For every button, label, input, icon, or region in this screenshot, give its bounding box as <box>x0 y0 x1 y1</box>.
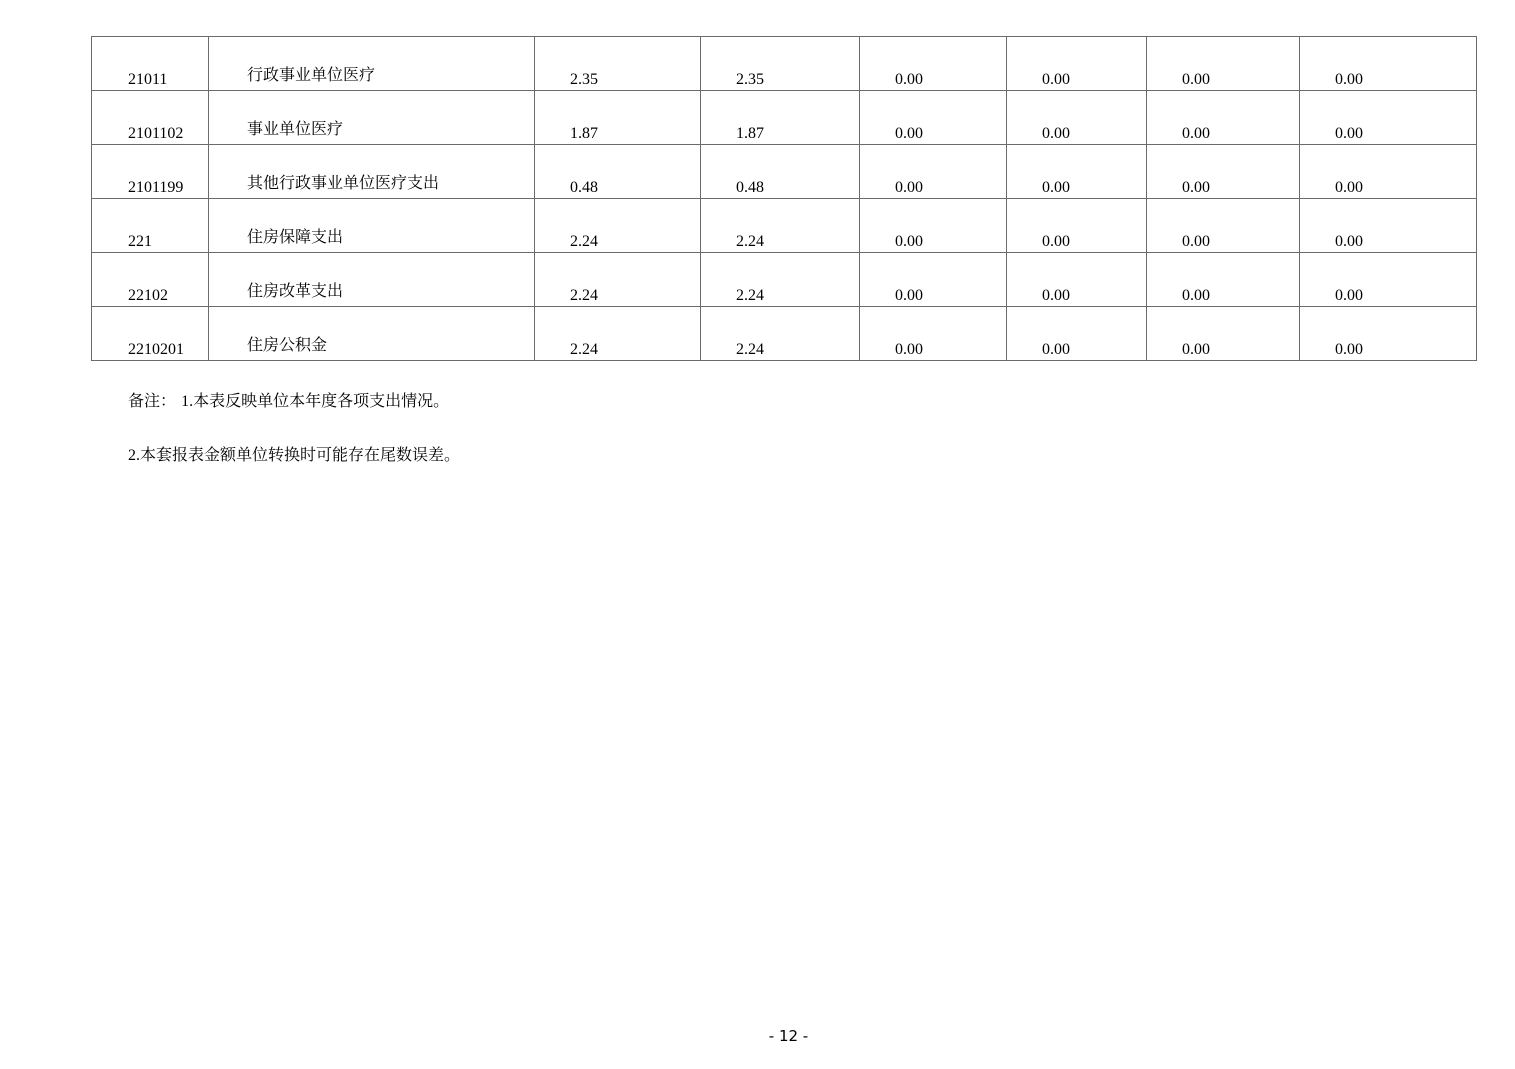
table-row <box>92 307 1477 361</box>
row-value: 0.48 <box>570 179 598 196</box>
note-2 <box>128 445 460 466</box>
row-value-cell <box>1007 307 1147 361</box>
row-value-cell <box>860 199 1007 253</box>
row-value: 2.24 <box>570 233 598 250</box>
row-value-cell <box>860 253 1007 307</box>
row-value: 2.35 <box>570 71 598 88</box>
table-row <box>92 37 1477 91</box>
row-value-cell <box>1007 37 1147 91</box>
row-value-cell <box>1147 91 1300 145</box>
row-value-cell <box>701 37 860 91</box>
row-value-cell <box>1007 199 1147 253</box>
row-code: 221 <box>128 233 152 250</box>
row-name-cell <box>209 307 535 361</box>
row-code-cell <box>92 307 209 361</box>
row-code: 2101102 <box>128 125 184 142</box>
row-value-cell <box>701 145 860 199</box>
row-value-cell <box>701 253 860 307</box>
row-value: 0.48 <box>736 179 764 196</box>
note-2-number: 2. <box>128 447 140 464</box>
row-name-cell <box>209 37 535 91</box>
row-value: 0.00 <box>1042 233 1070 250</box>
row-code-cell <box>92 91 209 145</box>
row-code: 2210201 <box>128 341 184 358</box>
row-name-cell <box>209 91 535 145</box>
page-number: - 12 - <box>768 1027 809 1045</box>
row-code-cell <box>92 145 209 199</box>
row-value: 2.35 <box>736 71 764 88</box>
expenditure-table <box>91 36 1477 361</box>
row-value: 0.00 <box>1182 341 1210 358</box>
row-value-cell <box>535 145 701 199</box>
row-value-cell <box>860 307 1007 361</box>
row-value: 0.00 <box>1042 287 1070 304</box>
table-body <box>92 37 1477 361</box>
row-value-cell <box>701 307 860 361</box>
row-value: 0.00 <box>1182 287 1210 304</box>
row-code-cell <box>92 199 209 253</box>
row-value: 0.00 <box>895 125 923 142</box>
row-value: 0.00 <box>1182 71 1210 88</box>
row-value: 2.24 <box>736 287 764 304</box>
row-value: 1.87 <box>570 125 598 142</box>
row-value-cell <box>701 91 860 145</box>
row-value-cell <box>1147 145 1300 199</box>
row-value: 0.00 <box>1335 341 1363 358</box>
row-value: 0.00 <box>1042 71 1070 88</box>
row-value: 0.00 <box>895 233 923 250</box>
row-code: 21011 <box>128 71 168 88</box>
row-name: 住房保障支出 <box>247 227 344 246</box>
note-1-number: 1. <box>181 393 194 410</box>
row-code: 22102 <box>128 287 168 304</box>
row-value-cell <box>1147 253 1300 307</box>
row-value-cell <box>1147 37 1300 91</box>
row-value-cell <box>535 37 701 91</box>
row-value-cell <box>535 307 701 361</box>
row-value: 0.00 <box>895 71 923 88</box>
row-value: 0.00 <box>1335 71 1363 88</box>
note-1-text: 本表反映单位本年度各项支出情况。 <box>193 391 450 410</box>
row-name: 行政事业单位医疗 <box>247 65 376 84</box>
row-code-cell <box>92 37 209 91</box>
row-value: 0.00 <box>1042 179 1070 196</box>
row-value-cell <box>535 253 701 307</box>
note-2-text: 本套报表金额单位转换时可能存在尾数误差。 <box>140 445 461 464</box>
row-value: 0.00 <box>895 179 923 196</box>
row-value: 0.00 <box>1042 341 1070 358</box>
row-value-cell <box>860 37 1007 91</box>
row-value-cell <box>860 91 1007 145</box>
row-value: 2.24 <box>570 341 598 358</box>
row-value-cell <box>1300 37 1477 91</box>
row-value-cell <box>1007 91 1147 145</box>
notes-label: 备注： <box>128 391 177 410</box>
row-value-cell <box>701 199 860 253</box>
row-value-cell <box>535 199 701 253</box>
row-name-cell <box>209 199 535 253</box>
row-name: 住房公积金 <box>247 335 328 354</box>
row-value-cell <box>860 145 1007 199</box>
row-value: 0.00 <box>1335 233 1363 250</box>
row-value: 2.24 <box>736 341 764 358</box>
row-value: 0.00 <box>1182 125 1210 142</box>
table-row <box>92 91 1477 145</box>
row-value-cell <box>1300 253 1477 307</box>
row-value: 0.00 <box>1182 233 1210 250</box>
row-value: 1.87 <box>736 125 764 142</box>
row-value: 2.24 <box>736 233 764 250</box>
row-value-cell <box>1147 307 1300 361</box>
row-value-cell <box>1007 145 1147 199</box>
row-value-cell <box>1147 199 1300 253</box>
row-value-cell <box>1300 199 1477 253</box>
row-name-cell <box>209 253 535 307</box>
row-value: 2.24 <box>570 287 598 304</box>
row-value: 0.00 <box>1335 287 1363 304</box>
row-name: 事业单位医疗 <box>247 119 344 138</box>
row-value-cell <box>1007 253 1147 307</box>
row-name: 住房改革支出 <box>247 281 344 300</box>
note-1 <box>128 391 449 412</box>
row-value-cell <box>535 91 701 145</box>
table-row <box>92 145 1477 199</box>
row-value: 0.00 <box>1182 179 1210 196</box>
row-value: 0.00 <box>1335 179 1363 196</box>
row-value: 0.00 <box>895 341 923 358</box>
row-value: 0.00 <box>895 287 923 304</box>
row-value-cell <box>1300 145 1477 199</box>
row-value-cell <box>1300 91 1477 145</box>
table-row <box>92 253 1477 307</box>
row-name-cell <box>209 145 535 199</box>
row-value-cell <box>1300 307 1477 361</box>
row-name: 其他行政事业单位医疗支出 <box>247 173 440 192</box>
table-row <box>92 199 1477 253</box>
row-code-cell <box>92 253 209 307</box>
row-code: 2101199 <box>128 179 184 196</box>
row-value: 0.00 <box>1335 125 1363 142</box>
row-value: 0.00 <box>1042 125 1070 142</box>
